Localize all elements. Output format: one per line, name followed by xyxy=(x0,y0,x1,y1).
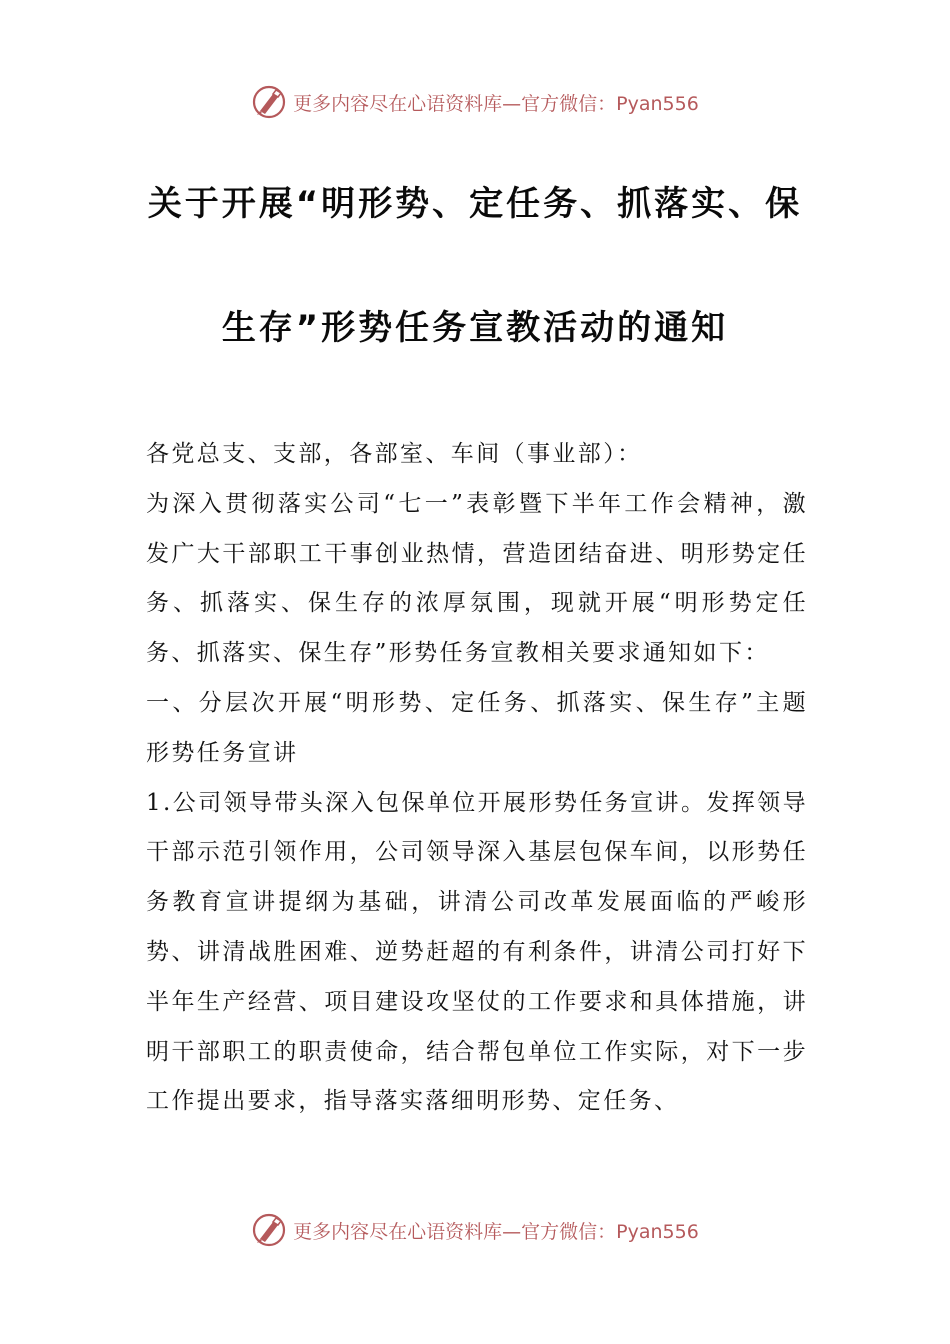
item-1-paragraph: 1.公司领导带头深入包保单位开展形势任务宣讲。发挥领导干部示范引领作用，公司领导深入基层包保车间，以形势任务教育宣讲提纲为基础，讲清公司改革发展面临的严峻形势、讲清战胜困难、逆势赶超的有利条件，讲清公司打好下半年生产经营、项目建设攻坚仗的工作要求和具体措施，讲明干部职工的职责使命，结合帮包单位工作实际，对下一步工作提出要求，指导落实落细明形势、定任务、 xyxy=(146,789,808,1115)
footer-watermark xyxy=(0,1208,950,1252)
pen-nib-logo-icon xyxy=(251,84,287,120)
watermark-text xyxy=(293,89,699,116)
document-body xyxy=(146,430,808,1127)
watermark-wechat-id: Pyan556 xyxy=(616,1220,699,1243)
document-title-line-1: 关于开展“明形势、定任务、抓落实、保 xyxy=(147,184,803,224)
document-title-line-2: 生存”形势任务宣教活动的通知 xyxy=(221,308,729,348)
watermark-site-text: 更多内容尽在心语资料库—官方微信： xyxy=(293,92,617,115)
intro-paragraph: 为深入贯彻落实公司“七一”表彰暨下半年工作会精神，激发广大干部职工干事创业热情，营造团结奋进、明形势定任务、抓落实、保生存的浓厚氛围，现就开展“明形势定任务、抓落实、保生存”形势任务宣教相关要求通知如下： xyxy=(146,490,808,667)
header-watermark xyxy=(0,80,950,124)
watermark-text xyxy=(293,1217,699,1244)
salutation: 各党总支、支部，各部室、车间（事业部）： xyxy=(146,441,643,467)
section-1-heading: 一、分层次开展“明形势、定任务、抓落实、保生存”主题形势任务宣讲 xyxy=(146,689,808,766)
pen-nib-logo-icon xyxy=(251,1212,287,1248)
watermark-site-text: 更多内容尽在心语资料库—官方微信： xyxy=(293,1220,617,1243)
watermark-wechat-id: Pyan556 xyxy=(616,92,699,115)
